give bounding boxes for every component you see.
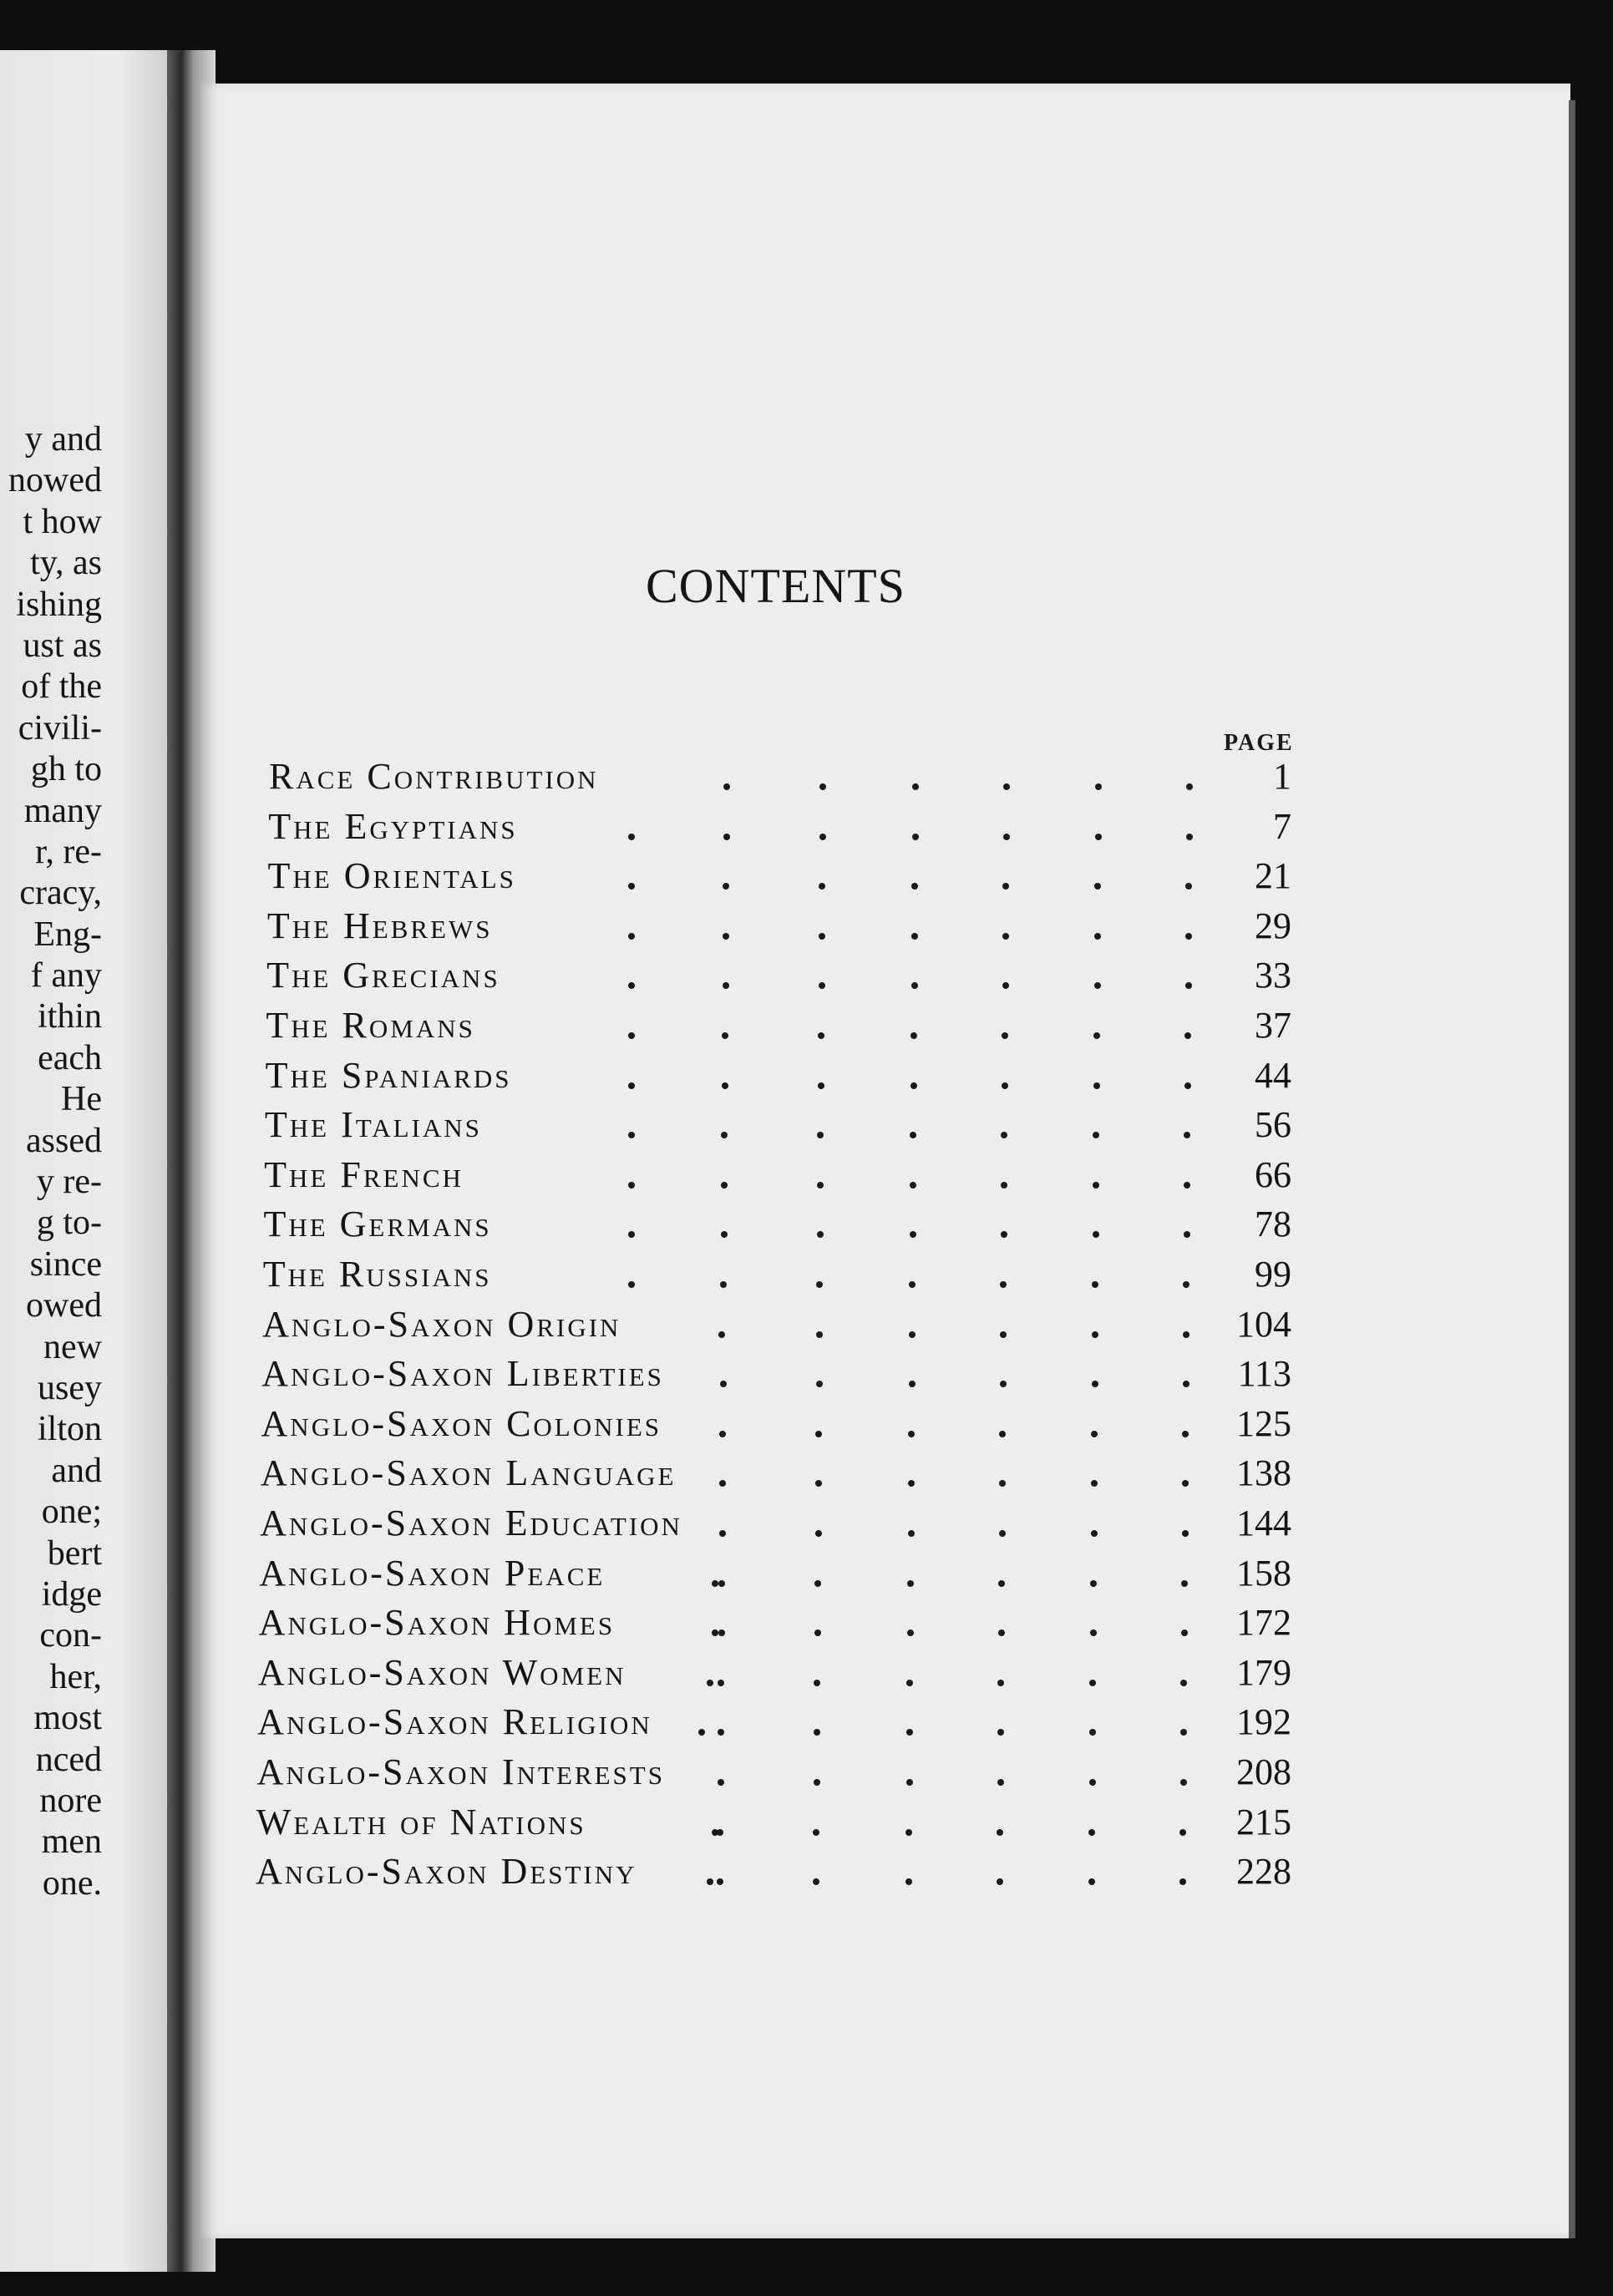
leader-dot (1186, 834, 1193, 840)
leader-dot (1095, 783, 1102, 790)
leader-dot (817, 1231, 824, 1238)
leader-dot (1002, 933, 1009, 940)
leader-dot (1180, 1729, 1187, 1736)
leader-dot (906, 1779, 913, 1786)
leader-dot (910, 1082, 917, 1089)
toc-entry-title: Anglo-Saxon Homes (258, 1602, 616, 1644)
toc-entry-title: The Hebrews (266, 905, 493, 946)
leader-dot (911, 883, 918, 890)
leader-dots (0, 1300, 1613, 1350)
leader-dot (909, 1381, 916, 1387)
leader-dot (814, 1630, 821, 1636)
left-page-line: ty, as (30, 544, 102, 583)
leader-dot (1089, 1779, 1096, 1786)
leader-dots (0, 1747, 1613, 1797)
leader-dot (1185, 933, 1192, 940)
leader-dot (717, 1878, 723, 1885)
toc-entry-title: The Orientals (267, 855, 516, 897)
left-page-line: gh to (30, 750, 102, 789)
leader-dot (628, 982, 635, 989)
toc-entry-title: The Russians (262, 1254, 492, 1295)
leader-dot (628, 933, 635, 940)
left-page-line: assed (26, 1121, 102, 1160)
left-page-line: civili- (18, 708, 102, 748)
leader-dot (814, 1580, 821, 1587)
toc-entry[interactable] (0, 1697, 1613, 1747)
leader-dots (0, 1199, 1613, 1249)
toc-entry[interactable] (0, 1648, 1613, 1698)
leader-dot (723, 783, 730, 790)
leader-dot (907, 1630, 914, 1636)
leader-dot (1179, 1878, 1186, 1885)
toc-entry-page: 228 (1236, 1851, 1291, 1893)
left-page-line: many (23, 791, 102, 830)
leader-dot (912, 783, 919, 790)
leader-dot (1184, 1182, 1190, 1189)
leader-dot (718, 1630, 725, 1636)
leader-dot (1001, 1132, 1007, 1138)
toc-entry-title: Anglo-Saxon Interests (256, 1751, 665, 1792)
leader-dot (998, 1630, 1005, 1636)
leader-dot (814, 1779, 820, 1786)
left-page-line: y re- (36, 1163, 102, 1202)
leader-dots (0, 1797, 1613, 1847)
leader-dot (1184, 1231, 1190, 1238)
leader-dot (905, 1878, 912, 1885)
leader-dot (707, 1878, 713, 1885)
leader-dot (1002, 982, 1009, 989)
leader-dot (1002, 1032, 1008, 1039)
toc-entry[interactable] (0, 1498, 1613, 1548)
leader-dot (1184, 1132, 1190, 1138)
left-page-line: each (38, 1038, 102, 1077)
left-page-line: cracy, (19, 874, 102, 913)
toc-entry-title: The Italians (264, 1104, 482, 1146)
toc-entry-title: Anglo-Saxon Colonies (261, 1402, 662, 1444)
leader-dot (908, 1530, 915, 1537)
leader-dot (628, 1182, 635, 1189)
leader-dot (909, 1281, 916, 1288)
leader-dot (723, 834, 730, 840)
leader-dot (819, 783, 826, 790)
toc-entry-page: 66 (1255, 1153, 1291, 1195)
leader-dot (1093, 1132, 1099, 1138)
toc-entry-page: 125 (1236, 1402, 1291, 1444)
leader-dots (0, 901, 1613, 951)
leader-dot (997, 1729, 1004, 1736)
leader-dot (628, 1082, 635, 1089)
left-page-line: g to- (36, 1204, 102, 1243)
toc-entry-page: 44 (1255, 1054, 1291, 1096)
leader-dot (719, 1530, 726, 1537)
leader-dot (997, 1779, 1004, 1786)
leader-dot (1091, 1431, 1098, 1437)
leader-dot (816, 1331, 823, 1338)
toc-entry-page: 29 (1255, 905, 1291, 946)
leader-dot (1180, 1779, 1187, 1786)
leader-dot (719, 1480, 726, 1487)
toc-entry-title: Anglo-Saxon Peace (259, 1552, 606, 1594)
leader-dot (908, 1431, 915, 1437)
toc-entry[interactable] (0, 1249, 1613, 1300)
leader-dot (1091, 1480, 1098, 1487)
leader-dot (718, 1729, 724, 1736)
leader-dot (817, 1132, 824, 1138)
leader-dots (0, 1249, 1613, 1300)
left-page-line: men (41, 1822, 102, 1862)
toc-entry[interactable] (0, 1001, 1613, 1051)
toc-entry-page: 144 (1236, 1503, 1291, 1543)
leader-dot (907, 1580, 914, 1587)
leader-dot (997, 1878, 1003, 1885)
leader-dot (816, 1381, 823, 1387)
leader-dot (1093, 1032, 1100, 1039)
toc-entry-page: 215 (1236, 1801, 1291, 1842)
left-page-line: most (33, 1699, 102, 1738)
leader-dot (721, 1132, 728, 1138)
page-column-label: PAGE (1224, 730, 1294, 756)
toc-entry-title: Anglo-Saxon Language (260, 1452, 677, 1494)
toc-entry[interactable] (0, 1300, 1613, 1350)
leader-dot (1002, 1082, 1008, 1089)
leader-dot (814, 1680, 820, 1686)
leader-dot (908, 1480, 915, 1487)
toc-entry[interactable] (0, 1399, 1613, 1449)
leader-dot (1185, 883, 1192, 890)
toc-entry[interactable] (0, 1598, 1613, 1648)
toc-entry[interactable] (0, 1150, 1613, 1200)
toc-entry-page: 158 (1236, 1552, 1291, 1594)
toc-entry[interactable] (0, 752, 1613, 802)
leader-dot (1181, 1580, 1188, 1587)
toc-entry-page: 179 (1236, 1651, 1291, 1693)
toc-entry[interactable] (0, 1199, 1613, 1249)
leader-dot (1000, 1381, 1007, 1387)
leader-dot (1093, 1231, 1099, 1238)
leader-dot (1183, 1381, 1189, 1387)
toc-entry-page: 104 (1236, 1303, 1291, 1345)
toc-entry[interactable] (0, 1349, 1613, 1399)
leader-dot (1183, 1331, 1189, 1338)
leader-dots (0, 1598, 1613, 1648)
toc-entry-title: The Grecians (266, 955, 500, 996)
toc-entry[interactable] (0, 802, 1613, 852)
left-page-line: ishing (16, 585, 102, 624)
toc-entry-title: Anglo-Saxon Origin (262, 1303, 621, 1345)
leader-dot (1094, 933, 1101, 940)
leader-dot (722, 1082, 728, 1089)
leader-dots (0, 1150, 1613, 1200)
leader-dot (1181, 1630, 1188, 1636)
leader-dot (722, 1032, 728, 1039)
leader-dot (717, 1829, 723, 1836)
leader-dots (0, 1349, 1613, 1399)
leader-dot (1095, 834, 1102, 840)
leader-dot (1089, 1729, 1096, 1736)
leader-dot (1091, 1530, 1098, 1537)
leader-dot (1092, 1331, 1098, 1338)
leader-dot (723, 933, 729, 940)
leader-dot (813, 1829, 819, 1836)
leader-dot (999, 1431, 1006, 1437)
leader-dot (1094, 883, 1101, 890)
leader-dot (1090, 1630, 1097, 1636)
left-page-line: usey (38, 1368, 102, 1407)
leader-dot (1003, 783, 1010, 790)
leader-dot (628, 1231, 635, 1238)
toc-entry[interactable] (0, 1448, 1613, 1498)
leader-dots (0, 950, 1613, 1001)
toc-entry[interactable] (0, 950, 1613, 1001)
toc-entry-page: 192 (1236, 1701, 1291, 1743)
leader-dot (1182, 1530, 1189, 1537)
left-page-line: owed (26, 1286, 102, 1325)
leader-dots (0, 752, 1613, 802)
toc-entry-title: Anglo-Saxon Religion (257, 1701, 652, 1743)
leader-dot (1092, 1381, 1098, 1387)
leader-dot (999, 1480, 1006, 1487)
toc-entry[interactable] (0, 851, 1613, 901)
leader-dot (1186, 783, 1193, 790)
leader-dot (712, 1630, 718, 1636)
leader-dot (1185, 982, 1192, 989)
leader-dot (998, 1580, 1005, 1587)
leader-dot (816, 1281, 823, 1288)
leader-dot (720, 1281, 727, 1288)
leader-dots (0, 1100, 1613, 1150)
leader-dot (815, 1480, 822, 1487)
leader-dot (819, 933, 825, 940)
leader-dot (815, 1530, 822, 1537)
left-page-line: nore (39, 1781, 102, 1820)
leader-dot (819, 883, 825, 890)
leader-dot (720, 1381, 727, 1387)
toc-entry-title: The Romans (266, 1005, 475, 1046)
leader-dot (910, 1182, 916, 1189)
leader-dots (0, 1847, 1613, 1897)
toc-entry-title: Wealth of Nations (256, 1801, 586, 1842)
leader-dot (723, 883, 729, 890)
leader-dot (911, 982, 918, 989)
page-title: CONTENTS (646, 559, 905, 613)
left-page-line: Eng- (33, 915, 102, 954)
toc-entry-page: 78 (1255, 1204, 1291, 1245)
leader-dot (1093, 1082, 1100, 1089)
leader-dots (0, 1548, 1613, 1599)
leader-dots (0, 1697, 1613, 1747)
leader-dot (1093, 1182, 1099, 1189)
leader-dot (912, 834, 919, 840)
toc-entry[interactable] (0, 901, 1613, 951)
left-page-line: new (43, 1327, 102, 1366)
leader-dot (1001, 1231, 1007, 1238)
left-page-line: nced (35, 1740, 102, 1779)
toc-entry[interactable] (0, 1847, 1613, 1897)
leader-dot (909, 1331, 916, 1338)
leader-dot (707, 1680, 713, 1686)
leader-dots (0, 1051, 1613, 1101)
leader-dot (815, 1431, 822, 1437)
leader-dot (1179, 1829, 1186, 1836)
leader-dot (818, 1082, 824, 1089)
left-page-line: He (61, 1080, 102, 1119)
leader-dot (628, 1132, 635, 1138)
toc-entry-page: 21 (1255, 855, 1291, 897)
leader-dot (628, 834, 635, 840)
leader-dot (910, 1132, 916, 1138)
leader-dot (813, 1878, 819, 1885)
left-page-line: one; (41, 1493, 102, 1532)
leader-dot (1003, 834, 1010, 840)
left-page-line: bert (47, 1533, 102, 1573)
toc-entry-title: The Spaniards (265, 1054, 512, 1096)
leader-dots (0, 1448, 1613, 1498)
toc-entry-page: 33 (1255, 955, 1291, 996)
toc-entry-title: Anglo-Saxon Liberties (261, 1353, 664, 1395)
leader-dot (719, 1431, 726, 1437)
leader-dots (0, 1399, 1613, 1449)
toc-entry-page: 99 (1255, 1254, 1291, 1295)
leader-dot (997, 1680, 1004, 1686)
leader-dot (1000, 1331, 1007, 1338)
leader-dot (628, 883, 635, 890)
leader-dot (721, 1182, 728, 1189)
left-page-line: of the (21, 667, 102, 707)
toc-entry-page: 172 (1236, 1602, 1291, 1644)
left-page-line: ithin (37, 997, 102, 1036)
leader-dot (997, 1829, 1003, 1836)
toc-entry-page: 138 (1236, 1452, 1291, 1494)
toc-entry[interactable] (0, 1548, 1613, 1599)
leader-dots (0, 1001, 1613, 1051)
left-page-line: f any (30, 956, 102, 996)
leader-dot (1088, 1878, 1095, 1885)
left-page-line: y and (24, 420, 102, 459)
leader-dot (1182, 1431, 1189, 1437)
leader-dot (1092, 1281, 1098, 1288)
toc-entry-page: 37 (1255, 1005, 1291, 1046)
left-page-line: nowed (8, 461, 102, 500)
toc-entry-page: 56 (1255, 1104, 1291, 1146)
left-page-line: one. (42, 1863, 102, 1903)
left-page-line: ust as (23, 626, 102, 665)
toc-entry[interactable] (0, 1051, 1613, 1101)
leader-dot (819, 834, 826, 840)
toc-entry[interactable] (0, 1797, 1613, 1847)
leader-dot (814, 1729, 820, 1736)
leader-dots (0, 851, 1613, 901)
leader-dot (906, 1729, 913, 1736)
leader-dot (1184, 1082, 1191, 1089)
leader-dot (905, 1829, 912, 1836)
left-page-line: since (29, 1244, 102, 1284)
leader-dot (698, 1729, 705, 1736)
leader-dot (721, 1231, 728, 1238)
toc-entry[interactable] (0, 1747, 1613, 1797)
toc-entry-title: Race Contribution (269, 756, 599, 797)
leader-dot (818, 1032, 824, 1039)
leader-dot (819, 982, 825, 989)
leader-dot (718, 1779, 724, 1786)
leader-dot (1088, 1829, 1095, 1836)
toc-entry-page: 208 (1236, 1751, 1291, 1792)
leader-dot (718, 1331, 725, 1338)
toc-entry-page: 113 (1237, 1353, 1291, 1395)
toc-entry-page: 7 (1273, 805, 1291, 847)
toc-entry-title: Anglo-Saxon Women (257, 1651, 626, 1693)
left-page-line: t how (23, 502, 102, 541)
leader-dot (1184, 1032, 1191, 1039)
toc-entry[interactable] (0, 1100, 1613, 1150)
leader-dot (723, 982, 729, 989)
leader-dot (1180, 1680, 1187, 1686)
toc-entry-title: The Germans (263, 1204, 492, 1245)
leader-dot (628, 1281, 635, 1288)
left-page-line: her, (49, 1657, 102, 1696)
leader-dot (718, 1680, 724, 1686)
leader-dot (910, 1231, 916, 1238)
leader-dots (0, 1498, 1613, 1548)
leader-dot (718, 1580, 725, 1587)
leader-dot (712, 1580, 718, 1587)
leader-dot (906, 1680, 913, 1686)
left-page-line: ilton (37, 1410, 102, 1449)
leader-dot (1182, 1480, 1189, 1487)
leader-dot (1183, 1281, 1189, 1288)
leader-dot (1001, 1182, 1007, 1189)
leader-dot (999, 1530, 1006, 1537)
leader-dot (910, 1032, 917, 1039)
leader-dots (0, 1648, 1613, 1698)
leader-dots (0, 802, 1613, 852)
leader-dot (1002, 883, 1009, 890)
left-page-line: con- (39, 1616, 102, 1655)
leader-dot (628, 1032, 635, 1039)
leader-dot (817, 1182, 824, 1189)
left-page-line: r, re- (35, 832, 102, 871)
leader-dot (911, 933, 918, 940)
leader-dot (1094, 982, 1101, 989)
left-page-line: and (51, 1451, 102, 1490)
leader-dot (1089, 1680, 1096, 1686)
left-page-line: idge (41, 1574, 102, 1614)
toc-entry-title: Anglo-Saxon Destiny (256, 1851, 637, 1893)
toc-entry-title: Anglo-Saxon Education (260, 1503, 682, 1543)
toc-entry-title: The French (264, 1153, 464, 1195)
toc-entry-page: 1 (1273, 756, 1291, 797)
toc-entry-title: The Egyptians (268, 805, 518, 847)
leader-dot (1090, 1580, 1097, 1587)
leader-dot (1000, 1281, 1007, 1288)
